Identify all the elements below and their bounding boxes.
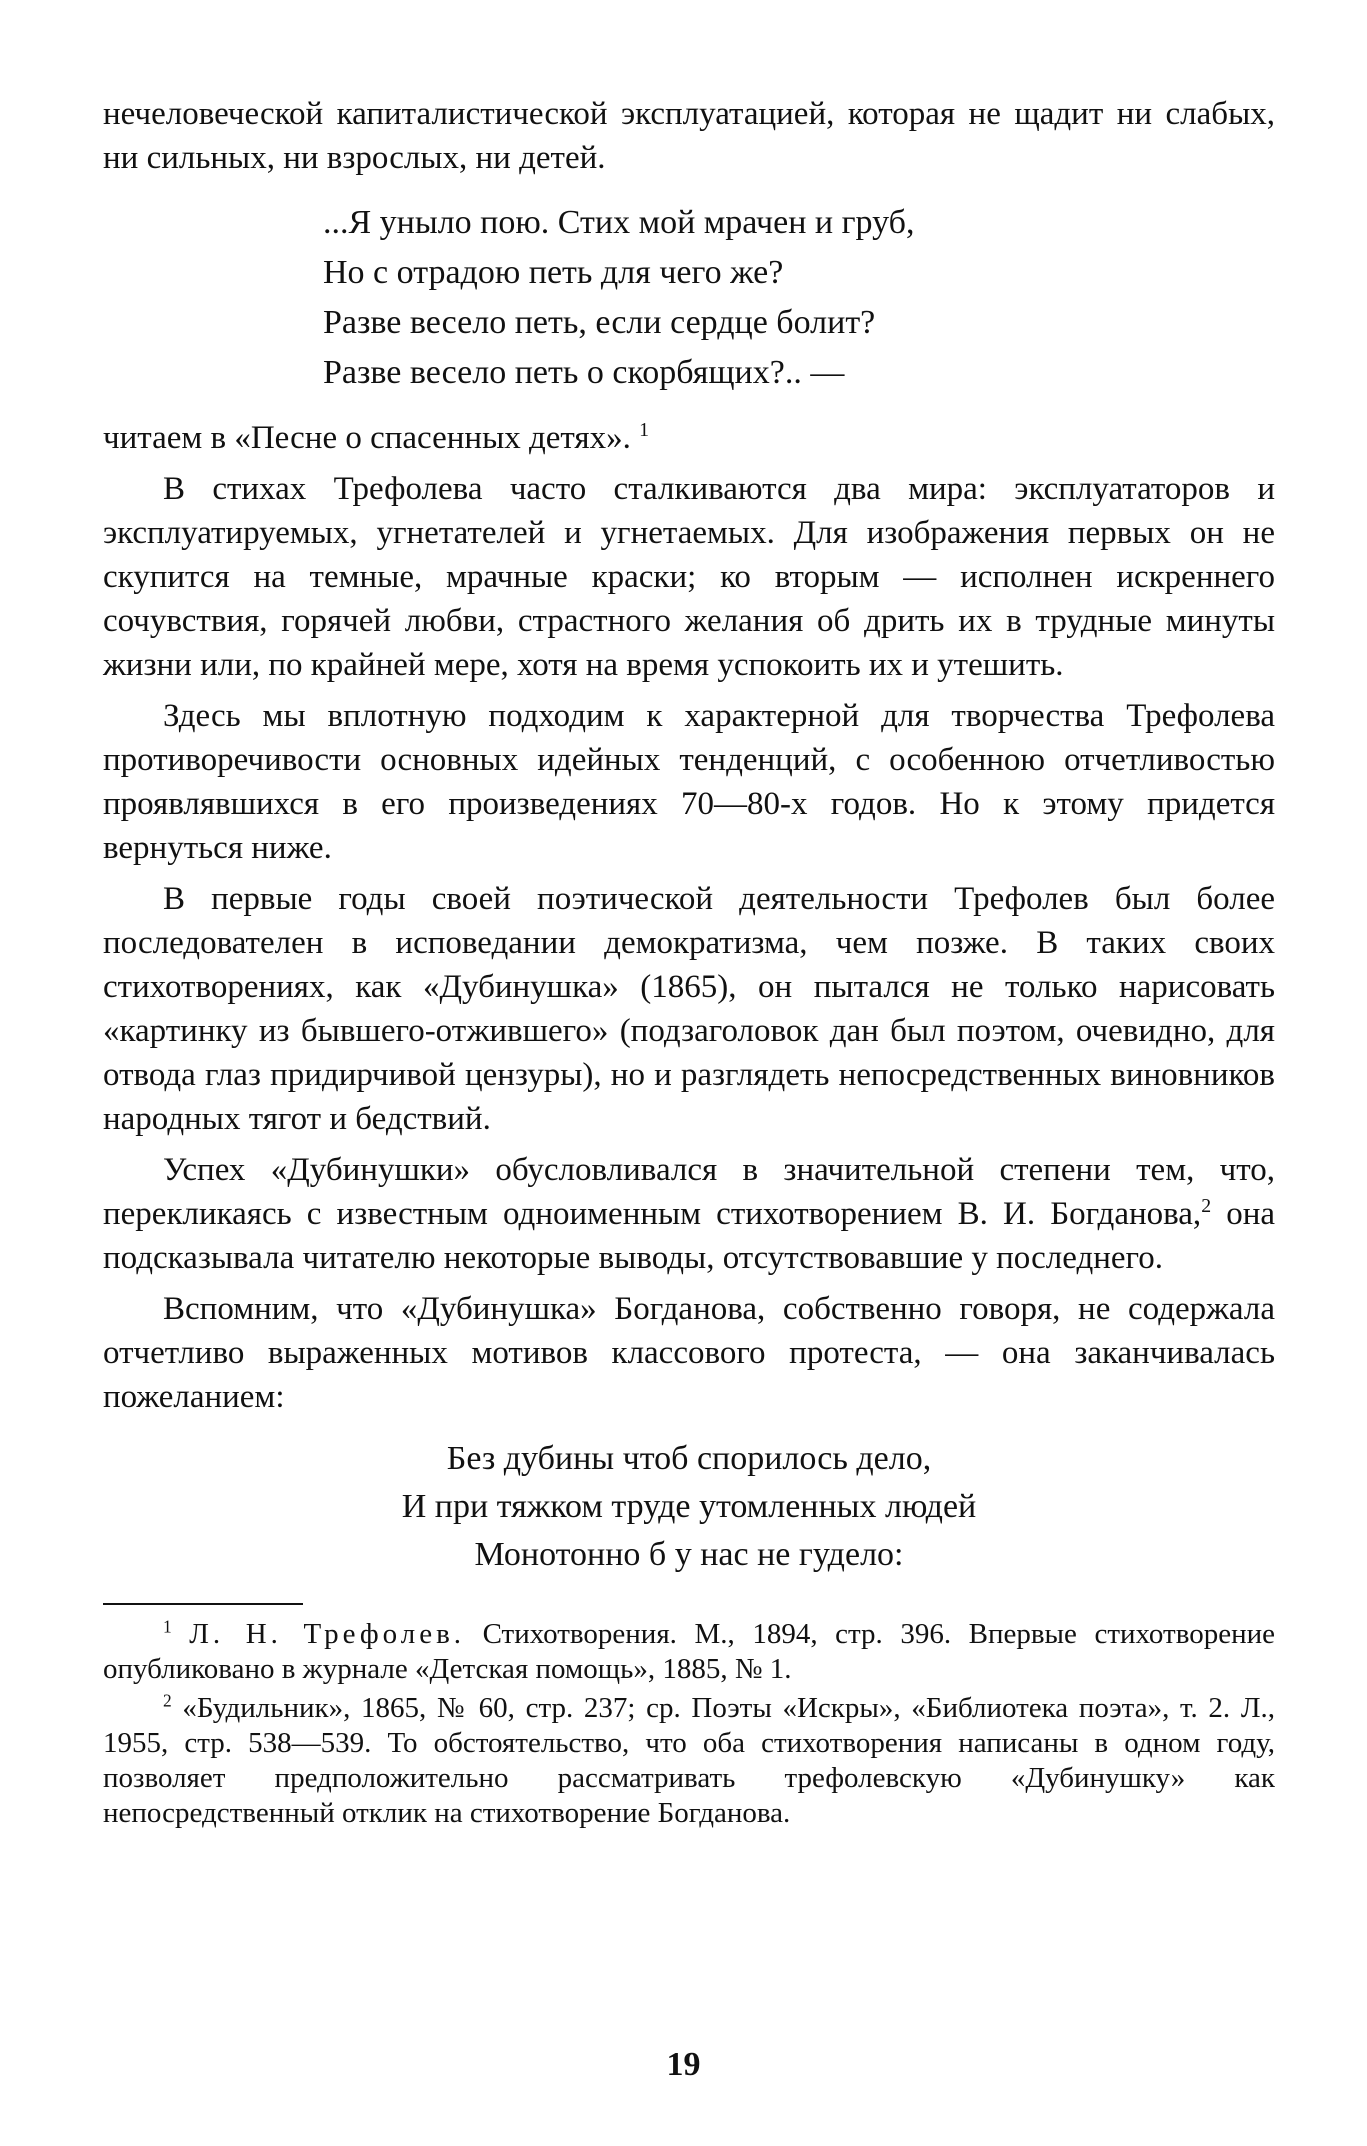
- verse-quote-1: [323, 198, 1275, 398]
- verse-line: Разве весело петь, если сердце болит?: [323, 304, 876, 341]
- paragraph-citation: [103, 416, 1275, 460]
- verse-quote-2: [103, 1435, 1275, 1579]
- verse-line: Без дубины чтоб спорилось дело,: [446, 1440, 932, 1477]
- footnote-2: [103, 1691, 1275, 1831]
- paragraph-continued: нечеловеческой капиталистической эксплуатацией, которая не щадит ни слабых, ни сильных, ни взрослых, ни детей.: [103, 96, 1275, 176]
- paragraph-early-years: В первые годы своей поэтической деятельности Трефолев был более последователен в исповедании демократизма, чем позже. В таких своих стихотворениях, как «Дубинушка» (1865), он пытался не только нарисовать «картинку из бывшего-отжившего» (подзаголовок дан был поэтом, очевидно, для отвода глаз придирчивой цензуры), но и разглядеть непосредственных виновников народных тягот и бедствий.: [103, 881, 1275, 1137]
- footnote-ref-1: 1: [639, 419, 649, 441]
- paragraph-contradiction: Здесь мы вплотную подходим к характерной для творчества Трефолева противоречивости основных идейных тенденций, с особенною отчетливостью проявлявшихся в его произведениях 70—80-х годов. Но к этому придется вернуться ниже.: [103, 698, 1275, 866]
- footnote-author: Л. Н. Трефолев.: [189, 1618, 466, 1650]
- success-text-after: она подсказывала читателю некоторые выводы, отсутствовавшие у последнего.: [103, 1196, 1276, 1276]
- page-number: 19: [666, 2046, 701, 2083]
- footnote-1: [103, 1617, 1275, 1687]
- footnote-number: 2: [163, 1690, 172, 1711]
- citation-text: читаем в «Песне о спасенных детях».: [103, 420, 631, 456]
- verse-line: Но с отрадою петь для чего же?: [323, 254, 784, 291]
- footnote-text: «Будильник», 1865, № 60, стр. 237; ср. Поэты «Искры», «Библиотека поэта», т. 2. Л., 1955, стр. 538—539. То обстоятельство, что оба стихотворения написаны в одном году, позволяет предположительно рассматривать трефолевскую «Дубинушку» как непосредственный отклик на стихотворение Богданова.: [103, 1692, 1275, 1829]
- page-body: [103, 92, 1275, 1831]
- footnote-divider: [103, 1603, 303, 1605]
- paragraph-success: [103, 1148, 1275, 1280]
- verse-line: Монотонно б у нас не гудело:: [474, 1536, 904, 1573]
- footnote-ref-2: 2: [1201, 1195, 1212, 1217]
- footnote-number: 1: [163, 1616, 172, 1637]
- verse-line: ...Я уныло пою. Стих мой мрачен и груб,: [323, 204, 915, 241]
- success-text-before: Успех «Дубинушки» обусловливался в значительной степени тем, что, перекликаясь с известным одноименным стихотворением В. И. Богданова,: [103, 1152, 1275, 1232]
- verse-line: Разве весело петь о скорбящих?.. —: [323, 354, 845, 391]
- footnote-text: Стихотворения. М., 1894, стр. 396. Впервые стихотворение опубликовано в журнале «Детская помощь», 1885, № 1.: [103, 1618, 1275, 1685]
- verse-line: И при тяжком труде утомленных людей: [401, 1488, 977, 1525]
- paragraph-recall: Вспомним, что «Дубинушка» Богданова, собственно говоря, не содержала отчетливо выраженных мотивов классового протеста, — она заканчивалась пожеланием:: [103, 1291, 1275, 1415]
- paragraph-two-worlds: В стихах Трефолева часто сталкиваются два мира: эксплуататоров и эксплуатируемых, угнетателей и угнетаемых. Для изображения первых он не скупится на темные, мрачные краски; ко вторым — исполнен искреннего сочувствия, горячей любви, страстного желания об дрить их в трудные минуты жизни или, по крайней мере, хотя на время успокоить их и утешить.: [103, 471, 1275, 683]
